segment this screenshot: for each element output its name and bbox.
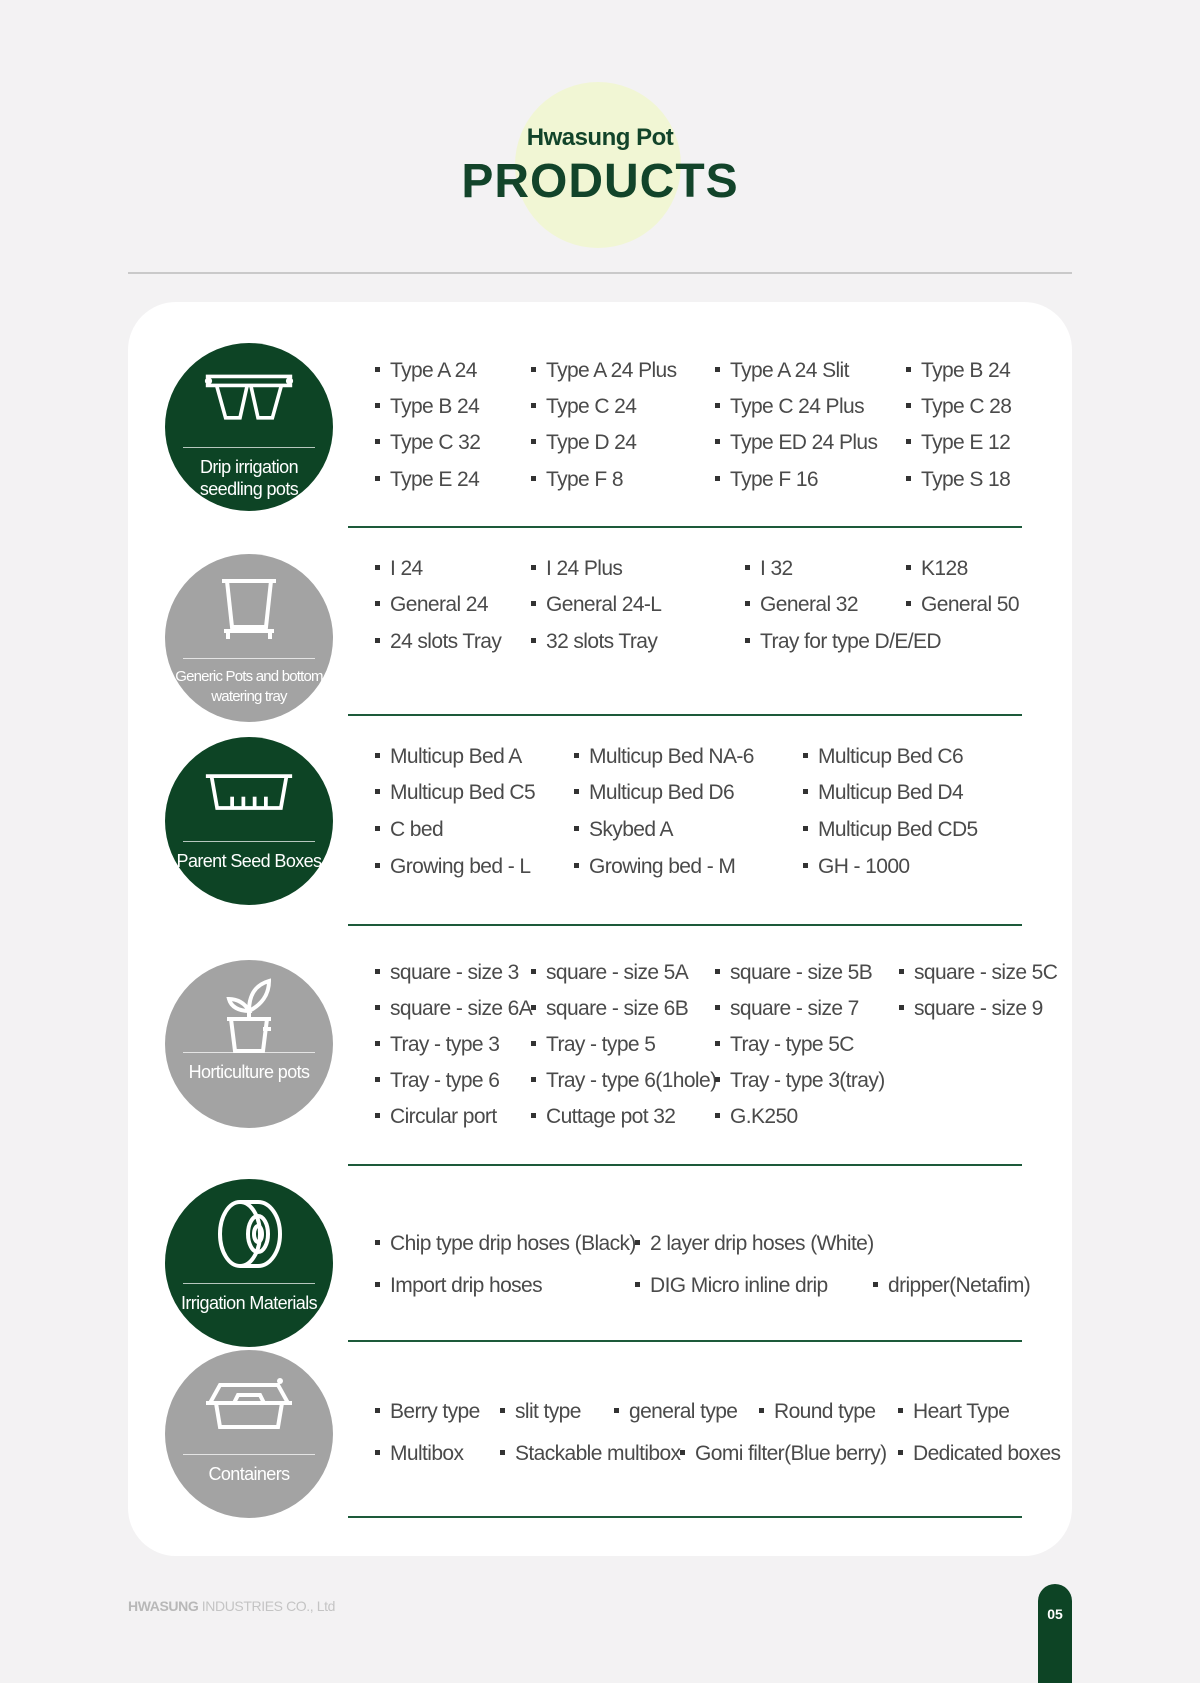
product-item: Multicup Bed D4: [803, 780, 963, 806]
product-item: Circular port: [375, 1104, 497, 1130]
section-divider: [348, 924, 1022, 926]
product-item: Tray - type 6(1hole): [531, 1068, 716, 1094]
section-containers: [128, 1346, 1072, 1522]
product-item: Type A 24: [375, 358, 477, 384]
section-drip-irrigation: [128, 302, 1072, 532]
product-item: I 32: [745, 556, 793, 582]
brand-subtitle: Hwasung Pot: [526, 124, 674, 151]
product-item: Multicup Bed C5: [375, 780, 535, 806]
product-item: Chip type drip hoses (Black): [375, 1231, 636, 1257]
section-horticulture-pots: [128, 930, 1072, 1170]
plant-pot-icon: [204, 980, 294, 1050]
product-item: Import drip hoses: [375, 1273, 542, 1299]
product-item: Multicup Bed NA-6: [574, 744, 754, 770]
category-badge: [165, 1179, 333, 1347]
product-item: Growing bed - L: [375, 854, 530, 880]
product-item: Type E 24: [375, 467, 479, 493]
product-item: Type S 18: [906, 467, 1010, 493]
product-item: I 24 Plus: [531, 556, 622, 582]
page-number: 05: [1047, 1606, 1063, 1622]
product-item: Type A 24 Plus: [531, 358, 677, 384]
product-item: Tray - type 5C: [715, 1032, 854, 1058]
product-item: Type E 12: [906, 430, 1010, 456]
product-item: 24 slots Tray: [375, 629, 501, 655]
product-item: GH - 1000: [803, 854, 909, 880]
product-item: DIG Micro inline drip: [635, 1273, 828, 1299]
product-item: Tray - type 5: [531, 1032, 655, 1058]
product-item: Type B 24: [375, 394, 479, 420]
product-item: General 50: [906, 592, 1019, 618]
product-item: general type: [614, 1399, 737, 1425]
product-item: Cuttage pot 32: [531, 1104, 675, 1130]
product-item: Skybed A: [574, 817, 673, 843]
product-item: square - size 6A: [375, 996, 532, 1022]
product-item: G.K250: [715, 1104, 798, 1130]
header-divider: [128, 272, 1072, 274]
product-item: General 24: [375, 592, 488, 618]
section-generic-pots: [128, 532, 1072, 720]
product-item: Stackable multibox: [500, 1441, 680, 1467]
product-item: Dedicated boxes: [898, 1441, 1060, 1467]
badge-divider: [183, 658, 315, 659]
product-item: Multibox: [375, 1441, 463, 1467]
category-label: Irrigation Materials: [180, 1293, 318, 1313]
product-item: Type ED 24 Plus: [715, 430, 877, 456]
product-item: Tray - type 3: [375, 1032, 499, 1058]
product-item: Type D 24: [531, 430, 636, 456]
product-item: K128: [906, 556, 968, 582]
category-badge: [165, 1350, 333, 1518]
product-item: Type B 24: [906, 358, 1010, 384]
product-item: Growing bed - M: [574, 854, 735, 880]
section-divider: [348, 714, 1022, 716]
drip-tray-icon: [204, 363, 294, 433]
section-divider: [348, 526, 1022, 528]
page-header: [0, 0, 1200, 280]
footer-brand: HWASUNG: [128, 1598, 199, 1614]
hose-reel-icon: [204, 1199, 294, 1269]
product-item: square - size 5A: [531, 960, 688, 986]
badge-divider: [183, 1052, 315, 1053]
product-item: Type A 24 Slit: [715, 358, 849, 384]
category-label: Containers: [208, 1464, 290, 1484]
product-item: Type C 24 Plus: [715, 394, 864, 420]
category-label: Drip irrigation seedling pots: [199, 457, 299, 499]
badge-divider: [183, 841, 315, 842]
section-parent-seed-boxes: [128, 720, 1072, 930]
product-item: Type C 32: [375, 430, 480, 456]
footer-company-suffix: INDUSTRIES CO., Ltd: [198, 1598, 336, 1614]
category-label: Parent Seed Boxes: [176, 851, 322, 871]
badge-divider: [183, 447, 315, 448]
products-card: [128, 302, 1072, 1556]
badge-divider: [183, 1454, 315, 1455]
product-item: General 24-L: [531, 592, 661, 618]
product-item: Multicup Bed A: [375, 744, 522, 770]
product-item: Berry type: [375, 1399, 480, 1425]
product-item: square - size 7: [715, 996, 859, 1022]
product-item: General 32: [745, 592, 858, 618]
section-divider: [348, 1164, 1022, 1166]
product-item: I 24: [375, 556, 423, 582]
product-item: Type C 24: [531, 394, 636, 420]
product-item: Tray - type 3(tray): [715, 1068, 885, 1094]
pot-stand-icon: [204, 574, 294, 644]
category-badge: [165, 343, 333, 511]
product-item: 32 slots Tray: [531, 629, 657, 655]
product-item: square - size 9: [899, 996, 1043, 1022]
product-item: C bed: [375, 817, 443, 843]
product-item: square - size 5B: [715, 960, 872, 986]
product-item: Type F 8: [531, 467, 623, 493]
product-item: Multicup Bed C6: [803, 744, 963, 770]
product-item: Type C 28: [906, 394, 1011, 420]
seed-box-icon: [204, 757, 294, 827]
section-irrigation-materials: [128, 1170, 1072, 1346]
product-item: Tray - type 6: [375, 1068, 499, 1094]
page-title: PRODUCTS: [461, 155, 739, 208]
badge-divider: [183, 1283, 315, 1284]
product-item: Heart Type: [898, 1399, 1009, 1425]
category-badge: [165, 960, 333, 1128]
product-item: Tray for type D/E/ED: [745, 629, 941, 655]
footer-company: [128, 1598, 335, 1614]
product-item: Gomi filter(Blue berry): [680, 1441, 887, 1467]
product-item: square - size 5C: [899, 960, 1057, 986]
product-item: square - size 6B: [531, 996, 688, 1022]
section-divider: [348, 1516, 1022, 1518]
product-item: Multicup Bed CD5: [803, 817, 978, 843]
category-badge: [165, 554, 333, 722]
page-number-tab: [1038, 1584, 1072, 1683]
category-label: Generic Pots and bottom watering tray: [175, 668, 323, 705]
product-item: square - size 3: [375, 960, 519, 986]
container-box-icon: [204, 1370, 294, 1440]
product-item: 2 layer drip hoses (White): [635, 1231, 874, 1257]
product-item: Round type: [759, 1399, 875, 1425]
section-divider: [348, 1340, 1022, 1342]
product-item: Type F 16: [715, 467, 818, 493]
product-item: Multicup Bed D6: [574, 780, 734, 806]
product-item: dripper(Netafim): [873, 1273, 1030, 1299]
category-label: Horticulture pots: [188, 1062, 310, 1082]
category-badge: [165, 737, 333, 905]
product-item: slit type: [500, 1399, 581, 1425]
